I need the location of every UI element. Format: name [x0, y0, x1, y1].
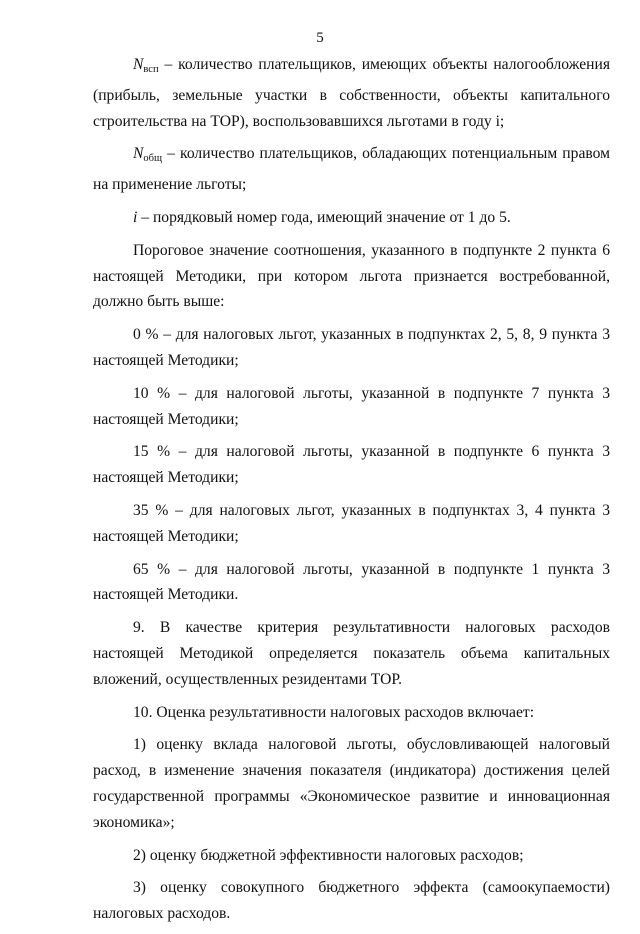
symbol-n-obsh: $N_{общ}$ [133, 145, 163, 165]
paragraph-threshold-35: 35 % – для налоговых льгот, указанных в подпунктах 3, 4 пункта 3 настоящей Методики; [93, 501, 610, 545]
symbol-n-vsp: $N_{всп}$ [133, 56, 159, 75]
paragraph-threshold: Пороговое значение соотношения, указанного в подпункте 2 пункта 6 настоящей Методики, при котором льгота признается востребованной, должно быть выше: [93, 241, 610, 311]
paragraph-threshold-10: 10 % – для налоговой льготы, указанной в подпункте 7 пункта 3 настоящей Методики; [93, 384, 610, 428]
paragraph-item-10: 10. Оценка результативности налоговых расходов включает: [133, 703, 535, 721]
page-number: 5 [316, 30, 324, 46]
paragraph-subitem-2: 2) оценку бюджетной эффективности налоговых расходов; [133, 846, 524, 864]
definition-i: i – порядковый номер года, имеющий значение от 1 до 5. [133, 208, 511, 226]
document-body [93, 52, 610, 934]
paragraph-subitem-3: 3) оценку совокупного бюджетного эффекта (самоокупаемости) налоговых расходов. [93, 879, 610, 923]
definition-nobsh: $N_{общ}$ – количество плательщиков, обладающих потенциальным правом на применение льготы; [93, 145, 610, 194]
paragraph-threshold-15: 15 % – для налоговой льготы, указанной в подпункте 6 пункта 3 настоящей Методики; [93, 443, 610, 487]
paragraph-subitem-1: 1) оценку вклада налоговой льготы, обусловливающей налоговый расход, в изменение значения показателя (индикатора) достижения целей государственной программы «Экономическое развитие и инновационная экономика»; [93, 736, 610, 831]
symbol-i: i [133, 208, 138, 226]
paragraph-item-9: 9. В качестве критерия результативности налоговых расходов настоящей Методикой определяется показатель объема капитальных вложений, осуществленных резидентами ТОР. [93, 619, 610, 688]
definition-nvsp: $N_{всп}$ – количество плательщиков, имеющих объекты налогообложения (прибыль, земельные участки в собственности, объекты капитального строительства на ТОР), воспользовавшихся льготами в году i; [93, 56, 610, 130]
paragraph-threshold-65: 65 % – для налоговой льготы, указанной в подпункте 1 пункта 3 настоящей Методики. [93, 560, 610, 604]
paragraph-threshold-0: 0 % – для налоговых льгот, указанных в подпунктах 2, 5, 8, 9 пункта 3 настоящей Методики; [93, 326, 610, 369]
